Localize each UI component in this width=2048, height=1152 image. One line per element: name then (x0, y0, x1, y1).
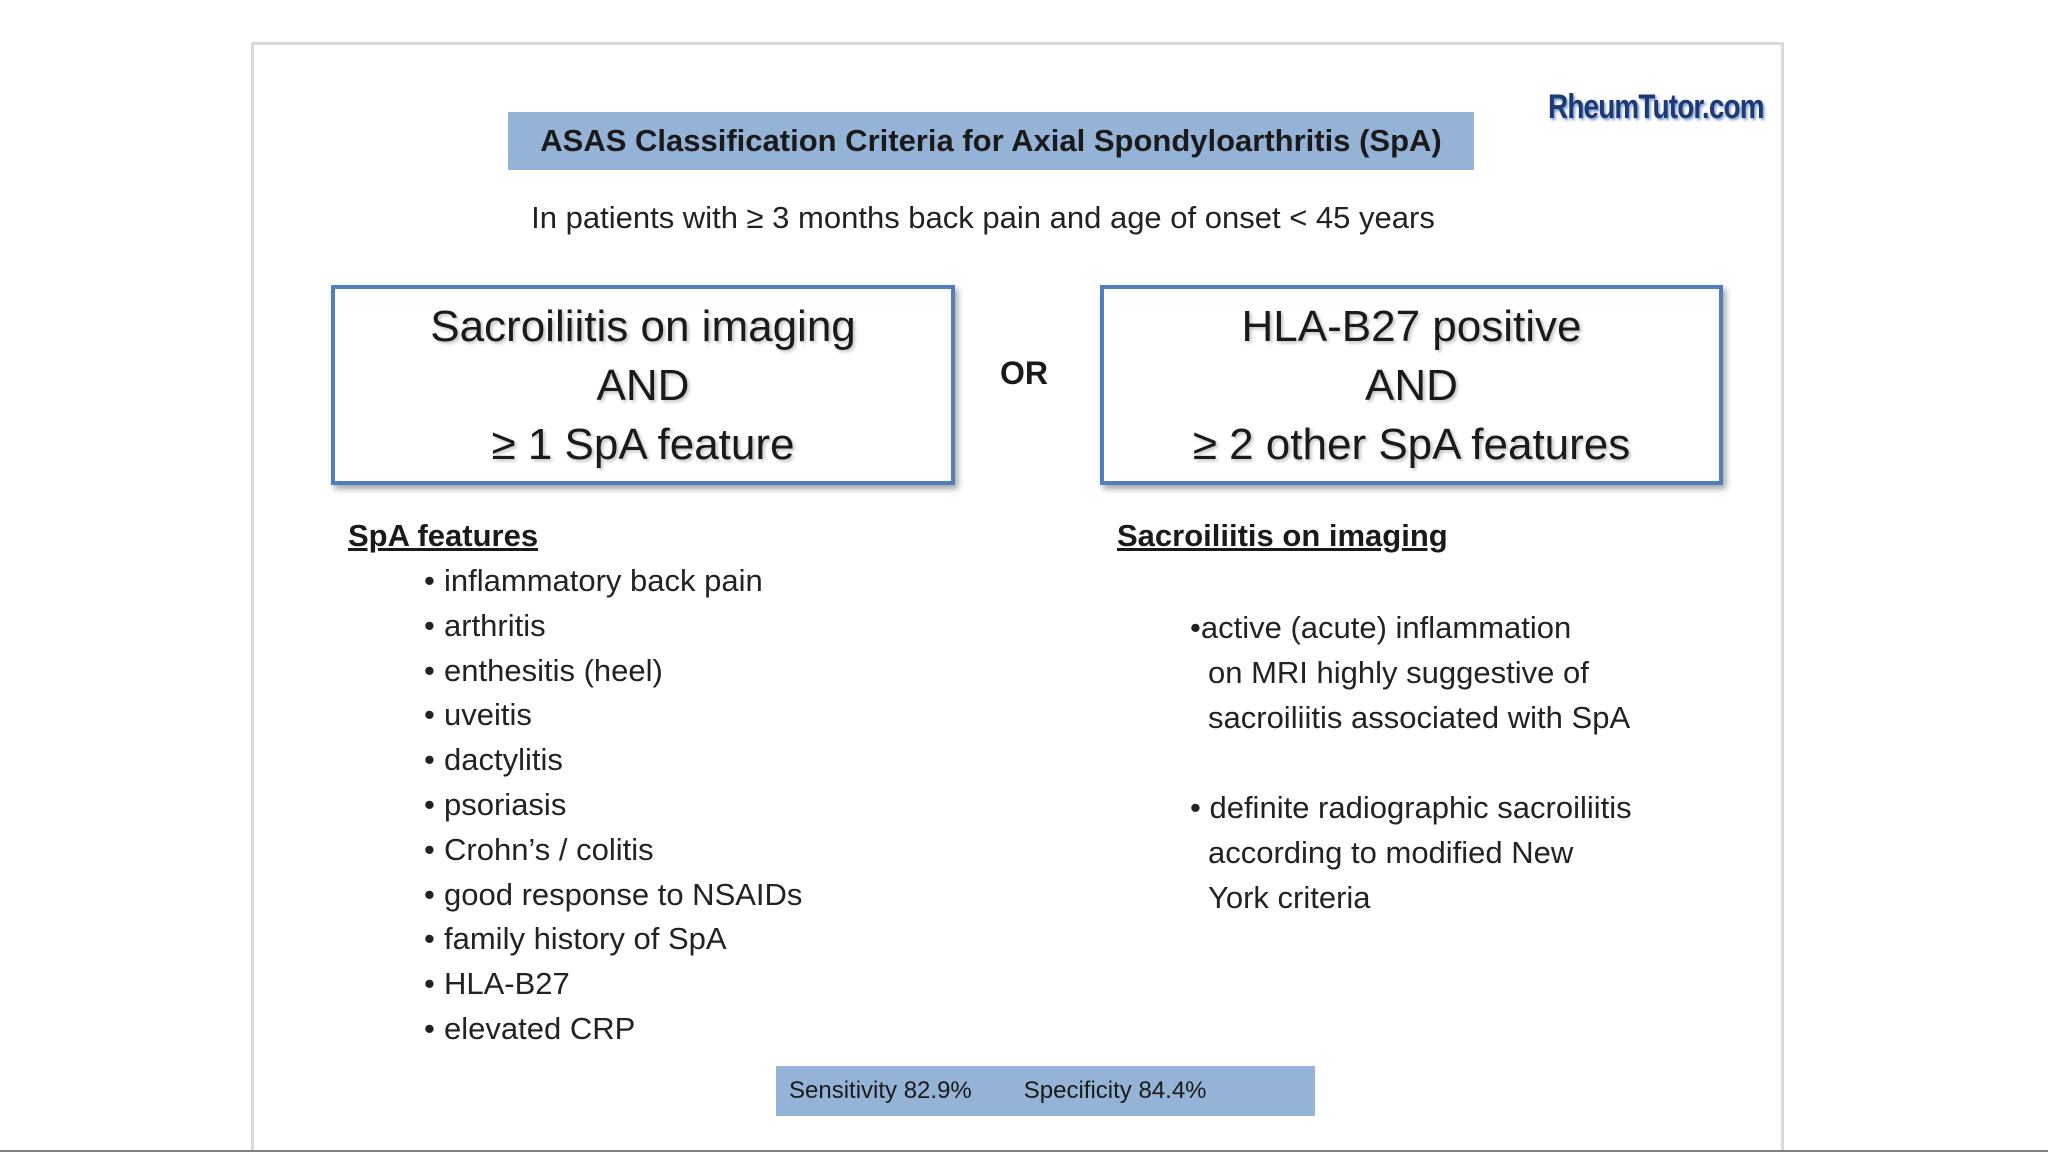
performance-stats-bar (776, 1066, 1315, 1116)
list-item: • psoriasis (424, 783, 802, 828)
box-line: AND (1365, 360, 1458, 410)
list-item: • Crohn’s / colitis (424, 828, 802, 873)
logo-text: RheumTutor.com (1548, 88, 1764, 126)
sensitivity-value: Sensitivity 82.9% (789, 1077, 972, 1104)
imaging-line: sacroiliitis associated with SpA (1208, 700, 1631, 735)
list-item: • elevated CRP (424, 1007, 802, 1052)
sacroiliitis-imaging-heading: Sacroiliitis on imaging (1117, 518, 1448, 553)
imaging-line: according to modified New (1208, 835, 1574, 870)
spa-features-list (424, 559, 802, 1052)
imaging-criterion-radiographic (1190, 785, 1632, 920)
specificity-value: Specificity 84.4% (1023, 1077, 1207, 1104)
spa-features-heading: SpA features (348, 518, 539, 553)
box-line: HLA-B27 positive (1241, 301, 1582, 351)
box-line: ≥ 2 other SpA features (1192, 419, 1631, 469)
box-line: AND (596, 360, 690, 410)
slide-title (508, 112, 1474, 170)
inclusion-criteria-subtitle: In patients with ≥ 3 months back pain and age of onset < 45 years (531, 200, 1435, 235)
list-item: • arthritis (424, 604, 802, 649)
list-item: • good response to NSAIDs (424, 873, 802, 918)
or-connector: OR (1000, 355, 1048, 391)
imaging-criterion-mri (1190, 605, 1630, 740)
list-item: • family history of SpA (424, 917, 802, 962)
clinical-arm-box (1100, 285, 1723, 485)
list-item: • inflammatory back pain (424, 559, 802, 604)
list-item: • enthesitis (heel) (424, 649, 802, 694)
list-item: • HLA-B27 (424, 962, 802, 1007)
imaging-arm-box (331, 285, 955, 485)
list-item: • uveitis (424, 693, 802, 738)
box-line: ≥ 1 SpA feature (491, 419, 795, 469)
rheumtutor-logo (1548, 88, 1768, 148)
imaging-line: York criteria (1208, 880, 1371, 915)
list-item: • dactylitis (424, 738, 802, 783)
imaging-line: •active (acute) inflammation (1190, 610, 1572, 645)
box-line: Sacroiliitis on imaging (430, 301, 856, 351)
imaging-line: on MRI highly suggestive of (1208, 655, 1589, 690)
imaging-line: • definite radiographic sacroiliitis (1190, 790, 1632, 825)
slide-title-text: ASAS Classification Criteria for Axial Spondyloarthritis (SpA) (540, 123, 1442, 158)
